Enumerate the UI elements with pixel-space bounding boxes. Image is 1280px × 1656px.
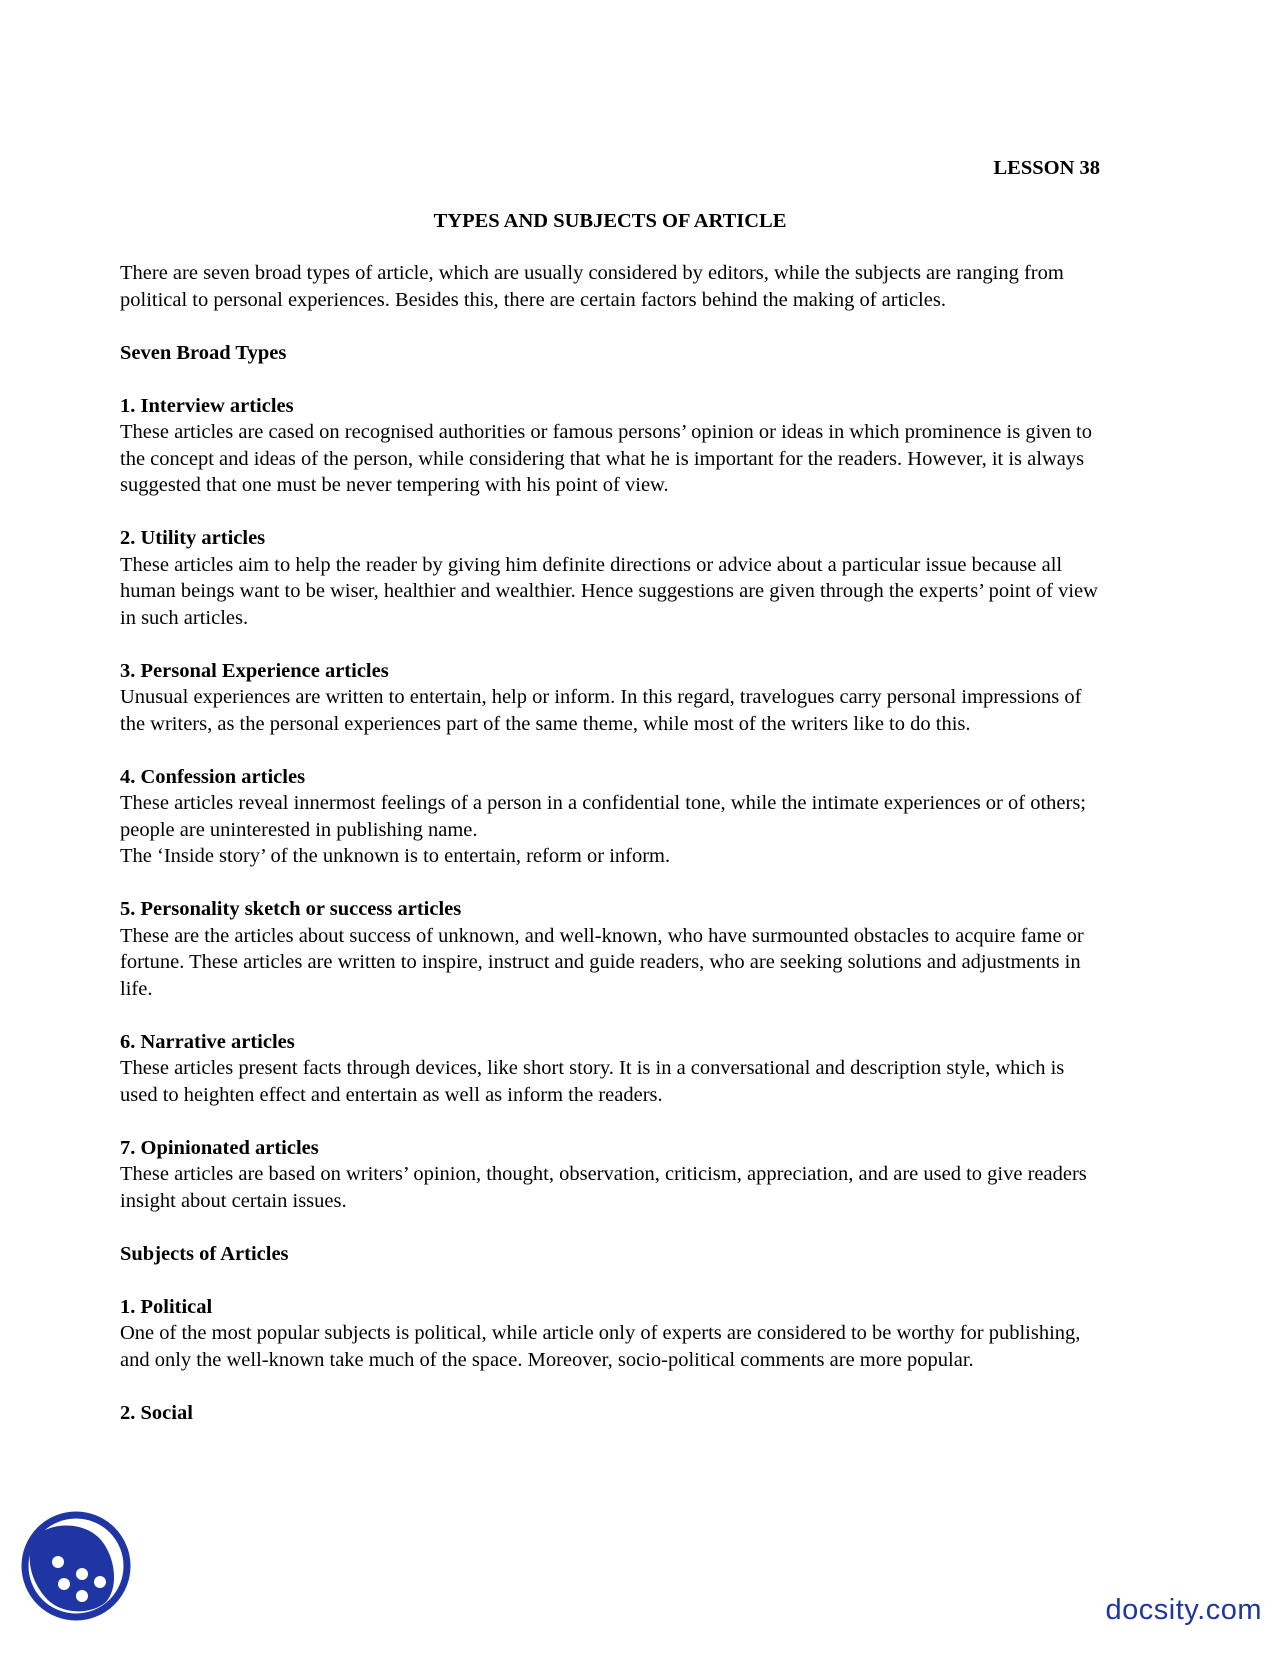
subjects-list xyxy=(120,1294,1100,1427)
item-paragraph: These articles are cased on recognised authorities or famous persons’ opinion or ideas in which prominence is given to the concept and ideas of the person, while considering that what he is important for the readers. However, it is always suggested that one must be never tempering with his point of view. xyxy=(120,421,1092,496)
article-item xyxy=(120,1135,1100,1215)
item-heading: 7. Opinionated articles xyxy=(120,1136,319,1159)
item-paragraph: These articles aim to help the reader by giving him definite directions or advice about a particular issue because all human beings want to be wiser, healthier and wealthier. Hence suggestions are given through the experts’ point of view in such articles. xyxy=(120,553,1098,629)
item-heading: 6. Narrative articles xyxy=(120,1030,295,1053)
item-heading: 1. Political xyxy=(120,1295,213,1318)
item-body xyxy=(120,419,1100,499)
subjects-section-heading: Subjects of Articles xyxy=(120,1242,289,1265)
docsity-logo-icon xyxy=(20,1510,132,1622)
item-body xyxy=(120,790,1100,870)
item-body xyxy=(120,1320,1100,1373)
item-body xyxy=(120,923,1100,1003)
item-paragraph: The ‘Inside story’ of the unknown is to entertain, reform or inform. xyxy=(120,845,671,867)
item-heading: 3. Personal Experience articles xyxy=(120,659,389,682)
item-paragraph: One of the most popular subjects is political, while article only of experts are considered to be worthy for publishing, and only the well-known take much of the space. Moreover, socio-political comments are more popular. xyxy=(120,1322,1081,1371)
item-paragraph: These are the articles about success of unknown, and well-known, who have surmounted obstacles to acquire fame or fortune. These articles are written to inspire, instruct and guide readers, who are seeking solutions and adjustments in life. xyxy=(120,924,1084,1000)
article-item xyxy=(120,525,1100,631)
types-section-heading: Seven Broad Types xyxy=(120,341,287,364)
article-item xyxy=(120,1294,1100,1374)
item-heading: 4. Confession articles xyxy=(120,765,306,788)
item-body xyxy=(120,1055,1100,1108)
item-body xyxy=(120,552,1100,632)
docsity-watermark[interactable]: docsity.com xyxy=(1105,1594,1262,1626)
item-heading: 2. Social xyxy=(120,1401,193,1424)
lesson-label: LESSON 38 xyxy=(993,157,1100,179)
item-paragraph: These articles present facts through devices, like short story. It is in a conversational and description style, which is used to heighten effect and entertain as well as inform the readers. xyxy=(120,1057,1065,1106)
article-item xyxy=(120,1400,1100,1427)
item-paragraph: These articles reveal innermost feelings of a person in a confidential tone, while the intimate experiences or of others; people are uninterested in publishing name. xyxy=(120,792,1086,841)
article-item xyxy=(120,1029,1100,1109)
item-heading: 1. Interview articles xyxy=(120,394,294,417)
document-title: TYPES AND SUBJECTS OF ARTICLE xyxy=(433,209,787,232)
article-item xyxy=(120,764,1100,870)
article-item xyxy=(120,896,1100,1002)
item-body xyxy=(120,1161,1100,1214)
article-item xyxy=(120,393,1100,499)
item-heading: 5. Personality sketch or success articles xyxy=(120,898,462,920)
document-page xyxy=(120,155,1100,1453)
item-body xyxy=(120,684,1100,737)
article-item xyxy=(120,658,1100,738)
item-paragraph: Unusual experiences are written to entertain, help or inform. In this regard, travelogues carry personal impressions of the writers, as the personal experiences part of the same theme, while most of the writers like to do this. xyxy=(120,686,1082,735)
item-heading: 2. Utility articles xyxy=(120,527,266,549)
item-paragraph: These articles are based on writers’ opinion, thought, observation, criticism, appreciation, and are used to give readers insight about certain issues. xyxy=(120,1163,1087,1212)
types-list xyxy=(120,393,1100,1215)
intro-paragraph: There are seven broad types of article, which are usually considered by editors, while the subjects are ranging from political to personal experiences. Besides this, there are certain factors behind the making of articles. xyxy=(120,262,1064,311)
